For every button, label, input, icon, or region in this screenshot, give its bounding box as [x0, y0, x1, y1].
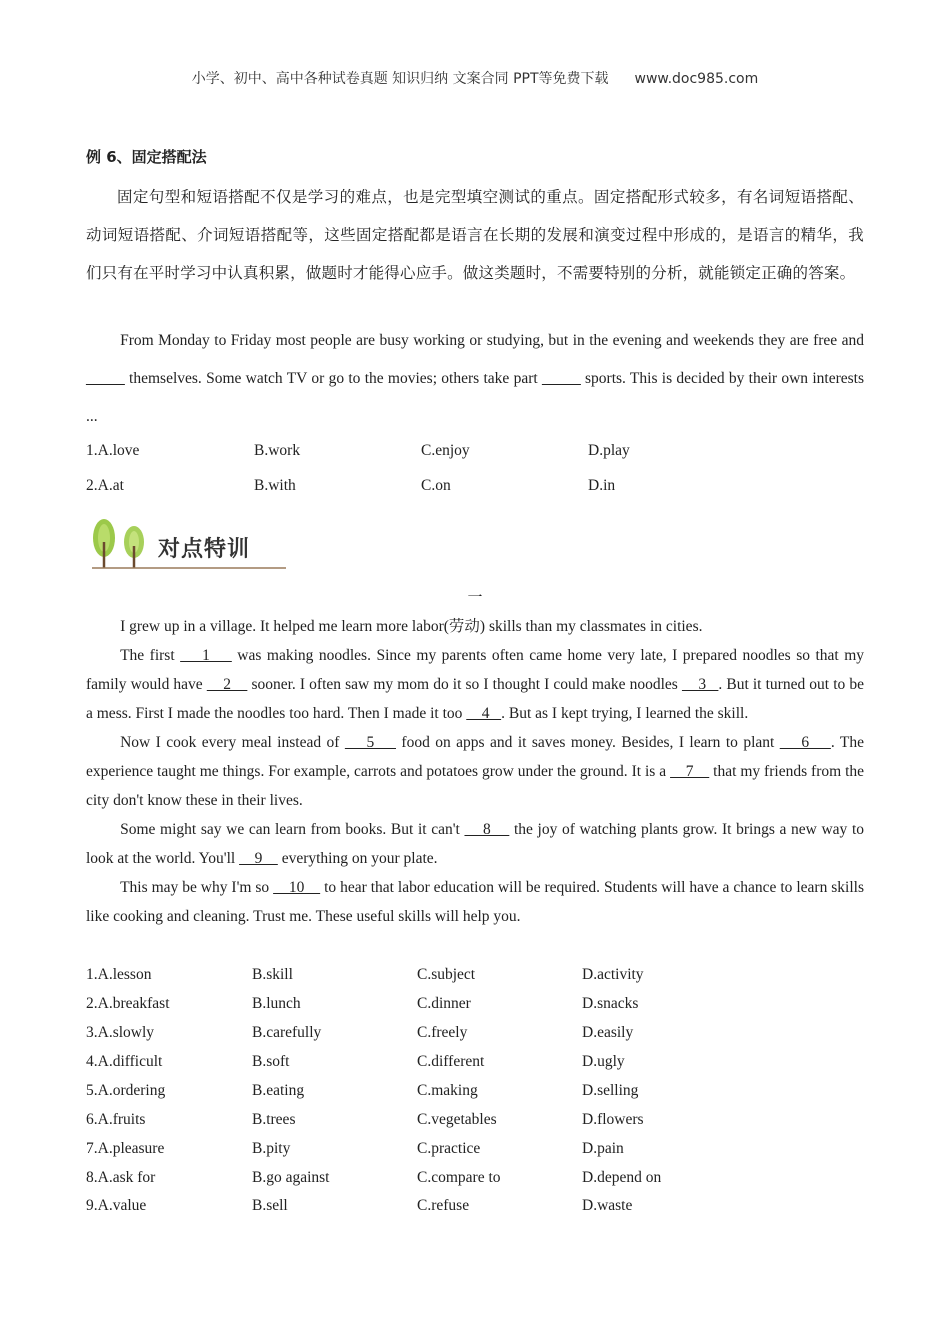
- example-title: 例 6、固定搭配法: [86, 148, 207, 166]
- story-paragraph: I grew up in a village. It helped me learn more labor(劳动) skills than my classmates in cities.: [120, 618, 703, 635]
- blank-2: _____: [541, 370, 581, 387]
- option-c: C.enjoy: [421, 442, 470, 459]
- option-a: 2.A.at: [86, 477, 124, 494]
- blank-8: 8: [464, 821, 510, 838]
- option-b: B.with: [254, 477, 296, 494]
- blank-7: 7: [670, 763, 710, 780]
- blank-4: 4: [466, 705, 502, 722]
- page-header: [0, 68, 950, 88]
- story-paragraph: The first 1 was making noodles. Since my parents often came home very late, I prepared noodles so that my family would have 2 sooner. I often saw my mom do it so I thought I could make noodles 3 . But it turned out to be a mess. First I made the noodles too hard. Then I made it too 4 . But as I kept trying, I learned the skill.: [86, 647, 864, 722]
- training-banner: [90, 512, 290, 572]
- option-b: B.work: [254, 442, 301, 459]
- story-paragraph: This may be why I'm so 10 to hear that labor education will be required. Students will have a chance to learn skills like cooking and cleaning. Trust me. These useful skills will help you.: [86, 879, 864, 925]
- option-d: D.in: [588, 477, 616, 494]
- blank-6: 6: [779, 734, 831, 751]
- option-a: 1.A.love: [86, 442, 140, 459]
- story-paragraph: Now I cook every meal instead of 5 food on apps and it saves money. Besides, I learn to plant 6 . The experience taught me things. For example, carrots and potatoes grow under the ground. It is a 7 that my friends from the city don't know these in their lives.: [86, 734, 865, 809]
- story-paragraph: Some might say we can learn from books. But it can't 8 the joy of watching plants grow. It brings a new way to look at the world. You'll 9 everything on your plate.: [86, 821, 864, 867]
- story-passage: [86, 612, 864, 931]
- header-site[interactable]: www.doc985.com: [634, 71, 759, 87]
- option-d: D.play: [588, 442, 630, 459]
- header-text: 小学、初中、高中各种试卷真题 知识归纳 文案合同 PPT等免费下载: [191, 71, 609, 87]
- blank-5: 5: [344, 734, 396, 751]
- option-c: C.on: [421, 477, 451, 494]
- blank-1: _____: [86, 370, 125, 387]
- blank-2: 2: [206, 676, 248, 693]
- training-label: 对点特训: [158, 537, 251, 562]
- section-number: 一: [467, 590, 483, 606]
- blank-3: 3: [681, 676, 719, 693]
- blank-10: 10: [273, 879, 321, 896]
- blank-1: 1: [180, 647, 232, 664]
- example-passage: From Monday to Friday most people are busy working or studying, but in the evening and weekends they are free and _____ themselves. Some watch TV or go to the movies; others take part _____ sports. This is decided by their own interests ...: [86, 332, 865, 425]
- example-description: 固定句型和短语搭配不仅是学习的难点，也是完型填空测试的重点。固定搭配形式较多，有名词短语搭配、动词短语搭配、介词短语搭配等，这些固定搭配都是语言在长期的发展和演变过程中形成的，是语言的精华，我们只有在平时学习中认真积累，做题时才能得心应手。做这类题时，不需要特别的分析，就能锁定正确的答案。: [86, 188, 864, 282]
- blank-9: 9: [239, 850, 278, 867]
